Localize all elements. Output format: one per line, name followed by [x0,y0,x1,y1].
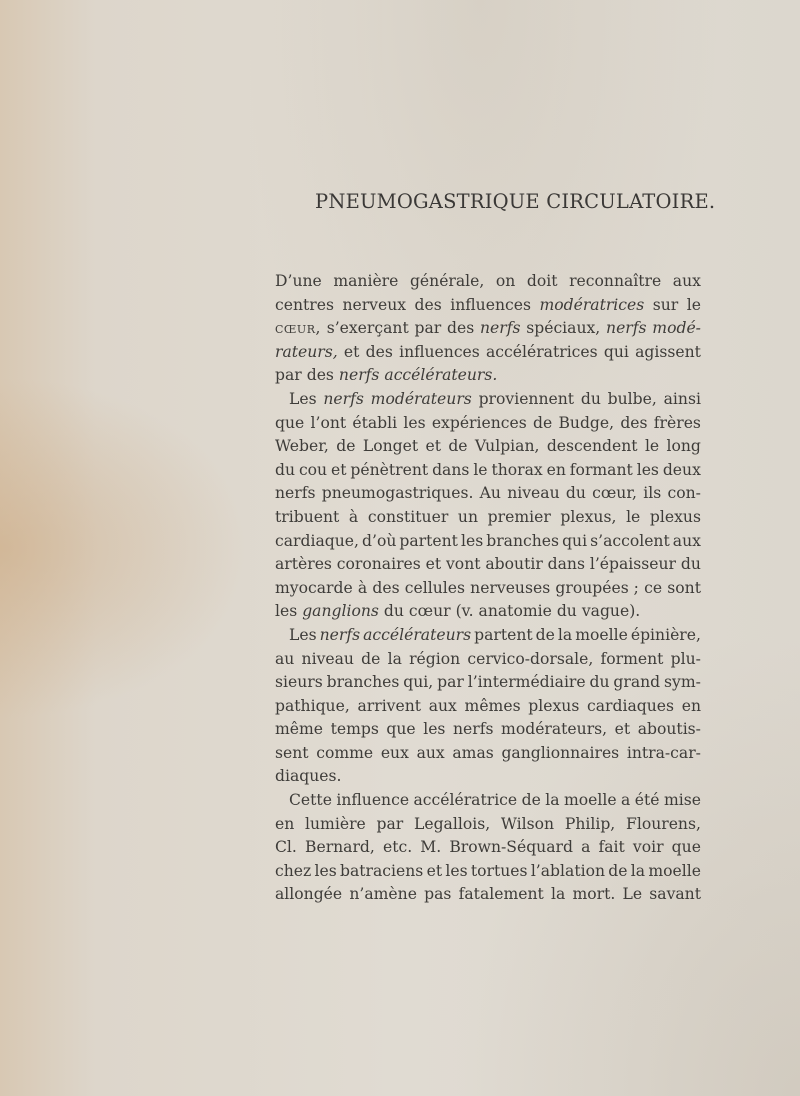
word: artères [275,555,332,574]
word: frères [653,413,701,432]
word: premier [487,507,551,526]
text-line [275,718,701,742]
word: accélérateurs. [384,366,498,385]
word: de [535,625,555,644]
word: ils [643,484,662,503]
word: Vulpian, [474,437,540,456]
word: niveau [507,484,560,503]
word: Bernard, [305,838,375,857]
word: sieurs [275,673,323,692]
word: Longet [362,437,419,456]
word: plexus, [560,507,617,526]
word: l’intermédiaire [467,673,586,692]
word: partent [399,531,458,550]
text-line [275,648,701,672]
word: doit [526,272,558,290]
word: les [314,861,337,880]
text-line [275,553,701,577]
word: aux [672,531,701,550]
word: un [457,507,479,526]
word: Cette [289,791,332,810]
word: (v. [455,602,474,621]
word: épinière, [630,625,701,644]
word: influence [336,791,410,810]
text-line [275,671,701,695]
word: long [666,437,701,456]
word: vague). [581,602,641,621]
word: aboutis- [637,720,701,739]
word: aux [428,696,457,715]
word: plu- [670,649,701,668]
word: bulbe, [607,389,657,408]
word: même [275,720,324,739]
word: rateurs, [275,342,338,361]
word: pneumogastriques. [321,484,474,503]
word: aux [672,272,701,290]
word: que [275,413,305,432]
word: la [557,625,573,644]
word: nerfs [606,319,647,338]
word: et [343,342,360,361]
word: D’une [275,272,322,290]
word: vont [446,555,481,574]
word: par [376,814,404,833]
text-line [275,600,701,624]
word: manière [333,272,399,290]
word: cellules [404,578,465,597]
word: nerfs [338,366,380,385]
word: modérateurs [370,389,472,408]
word: la [387,649,402,668]
word: aux [416,743,445,762]
word: Au [479,484,501,503]
word: à [357,578,368,597]
word: nerveuses [470,578,551,597]
text-line [275,577,701,601]
word: Le [622,885,643,904]
word: aboutir [485,555,543,574]
word: a [581,838,591,857]
word: fatalement [458,885,544,904]
word: qui [603,342,629,361]
word: moelle [563,791,617,810]
text-line [275,294,701,318]
word: etc. [382,838,413,857]
text-line [275,883,701,907]
word: ganglions [302,602,379,621]
word: des [446,319,475,338]
word: allongée [275,885,343,904]
word: du [275,460,296,479]
text-line [275,742,701,766]
word: établi [352,413,398,432]
word: de [532,413,553,432]
text-line [275,530,701,554]
word: le [686,295,701,314]
word: influences [450,295,531,314]
word: et [331,460,347,479]
word: Les [289,625,317,644]
text-line [275,388,701,412]
word: les [636,460,659,479]
word: sym- [664,673,701,692]
word: et [425,555,442,574]
word: que [386,720,416,739]
word: la [630,861,646,880]
word: groupées ; [555,578,639,597]
word: voir [632,838,664,857]
word: nerfs [452,720,494,739]
word: nerfs [479,319,521,338]
word: reconnaître [569,272,662,290]
text-line [275,364,701,388]
word: du [556,602,577,621]
word: du [680,555,701,574]
word: moelle [575,625,628,644]
word: Les [289,389,317,408]
word: myocarde [275,578,353,597]
body-text [275,270,701,907]
word: mort. [572,885,616,904]
word: mêmes [464,696,521,715]
text-line [275,836,701,860]
word: eux [380,743,409,762]
word: influences [399,342,480,361]
word: au [275,649,295,668]
word: anatomie [478,602,552,621]
word: en [275,814,295,833]
word: ainsi [663,389,701,408]
word: de [336,437,356,456]
word: l’épaisseur [589,555,677,574]
word: proviennent [478,389,575,408]
word: chez [275,861,312,880]
word: lumière [305,814,366,833]
word: Flourens, [626,814,701,833]
word: l’ablation [530,861,606,880]
text-line [275,506,701,530]
word: de [361,649,381,668]
word: générale, [409,272,485,290]
word: de [521,791,541,810]
word: dans [432,460,470,479]
text-line [275,482,701,506]
word: cardiaque, [275,531,359,550]
word: expériences [431,413,527,432]
word: arrivent [357,696,422,715]
word: cardiaques [587,696,675,715]
word: les [460,531,484,550]
word: mise [663,791,701,810]
word: intra-car- [626,743,701,762]
text-line [275,624,701,648]
word: et [426,861,443,880]
word: le [644,437,660,456]
page-heading: PNEUMOGASTRIQUE CIRCULATOIRE. [315,190,716,213]
word: formant [569,460,633,479]
word: nerveux [342,295,407,314]
word: en [546,460,566,479]
word: l’ont [310,413,347,432]
word: cœur, [592,484,638,503]
word: modératrices [539,295,645,314]
text-line [275,270,701,294]
word: cervico-dorsale, [467,649,594,668]
word: fait [598,838,625,857]
word: du [383,602,404,621]
word: thorax [491,460,543,479]
text-line [275,765,701,789]
word: pénètrent [350,460,429,479]
word: con- [667,484,701,503]
word: par [437,673,464,692]
word: du [589,673,610,692]
word: agissent [635,342,701,361]
word: accélérateurs [363,625,472,644]
word: moelle [648,861,701,880]
word: nerfs [319,625,361,644]
word: Philip, [564,814,616,833]
word: a [621,791,631,810]
word: temps [330,720,379,739]
word: nerfs [275,484,316,503]
word: sur [652,295,679,314]
word: descendent [546,437,638,456]
word: des [620,413,648,432]
word: spéciaux, [526,319,601,338]
word: plexus [528,696,580,715]
word: Weber, [275,437,329,456]
word: Wilson [500,814,555,833]
word: les [423,720,446,739]
word: branches [326,673,400,692]
word: la [550,885,566,904]
word: diaques. [275,767,342,786]
word: niveau [301,649,354,668]
text-line [275,459,701,483]
word: par [275,366,302,385]
word: le [626,507,641,526]
word: des [414,295,442,314]
word: cou [298,460,328,479]
word: pathique, [275,696,350,715]
text-line [275,695,701,719]
word: M. [420,838,442,857]
word: Brown-Séquard [449,838,573,857]
word: le [473,460,488,479]
word: des [365,342,393,361]
word: cœur, [275,319,321,338]
text-line [275,789,701,813]
word: tribuent [275,507,340,526]
word: région [409,649,461,668]
word: ganglionnaires [501,743,620,762]
word: sont [667,578,701,597]
word: des [306,366,334,385]
word: s’accolent [590,531,670,550]
word: plexus [649,507,701,526]
word: batraciens [340,861,424,880]
word: qui, [403,673,434,692]
word: tortues [470,861,528,880]
word: du [565,484,586,503]
word: des [372,578,400,597]
word: s’exerçant [326,319,409,338]
word: la [545,791,560,810]
text-line [275,860,701,884]
word: Budge, [558,413,615,432]
word: sent [275,743,309,762]
word: savant [649,885,701,904]
word: amas [452,743,494,762]
word: Legallois, [413,814,491,833]
word: on [495,272,516,290]
word: pas [424,885,452,904]
word: ce [644,578,663,597]
word: dans [547,555,585,574]
word: coronaires [336,555,421,574]
word: qui [562,531,588,550]
word: modé- [652,319,701,338]
word: à [348,507,359,526]
word: d’où [362,531,397,550]
word: constituer [367,507,449,526]
word: du [580,389,601,408]
text-line [275,435,701,459]
word: que [671,838,701,857]
word: par [414,319,442,338]
word: centres [275,295,334,314]
word: accélératrice [413,791,518,810]
word: les [275,602,298,621]
word: cœur [408,602,451,621]
word: et [425,437,441,456]
word: branches [486,531,560,550]
word: n’amène [349,885,417,904]
word: de [448,437,468,456]
word: de [608,861,628,880]
text-line [275,317,701,341]
word: et [614,720,631,739]
word: partent [474,625,533,644]
word: comme [316,743,374,762]
text-line [275,412,701,436]
word: grand [613,673,661,692]
text-line [275,341,701,365]
word: forment [600,649,664,668]
word: en [681,696,701,715]
word: les [445,861,468,880]
text-line [275,813,701,837]
word: les [403,413,426,432]
word: été [634,791,660,810]
word: deux [662,460,701,479]
word: accélératrices [486,342,598,361]
word: Cl. [275,838,297,857]
word: nerfs [323,389,364,408]
word: modérateurs, [501,720,608,739]
